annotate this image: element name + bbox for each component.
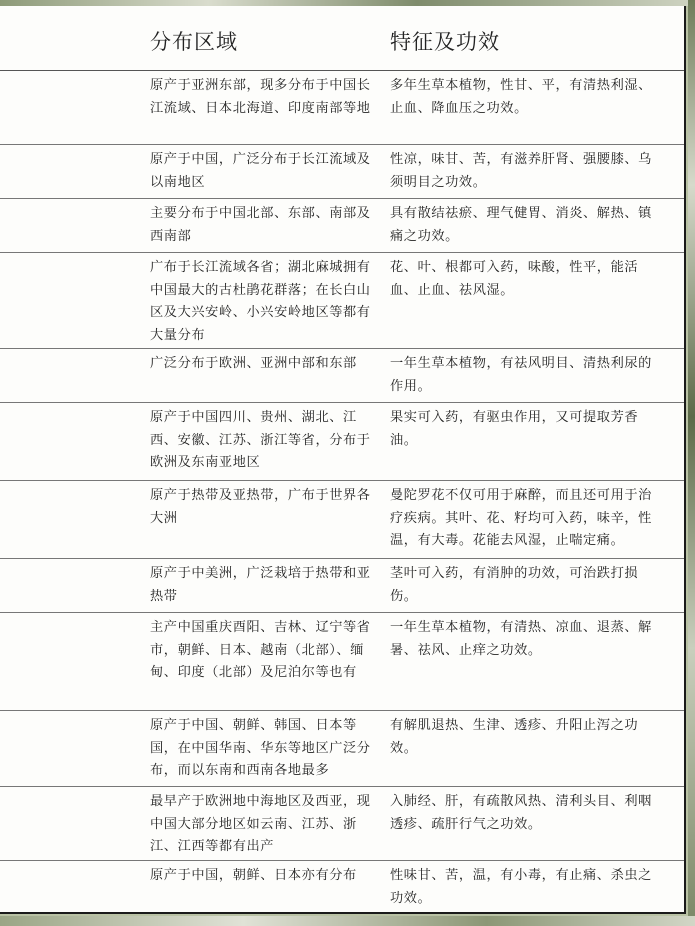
- cell-distribution: 原产于中国，朝鲜、日本亦有分布: [150, 868, 357, 883]
- table-row: [0, 612, 684, 711]
- cell-features: 一年生草本植物，有清热、凉血、退蒸、解暑、祛风、止痒之功效。: [390, 620, 652, 658]
- table-row: [0, 348, 684, 403]
- cell-features: 性味甘、苦，温，有小毒，有止痛、杀虫之功效。: [390, 868, 652, 906]
- cell-features: 果实可入药，有驱虫作用，又可提取芳香油。: [390, 410, 639, 448]
- cell-distribution: 广布于长江流域各省；湖北麻城拥有中国最大的古杜鹃花群落；在长白山区及大兴安岭、小兴安岭地区等都有大量分布: [150, 260, 371, 343]
- cell-features: 多年生草本植物，性甘、平，有清热利湿、止血、降血压之功效。: [390, 78, 652, 116]
- table-row: [0, 558, 684, 613]
- table-row: [0, 786, 684, 861]
- cell-distribution: 原产于热带及亚热带，广布于世界各大洲: [150, 488, 371, 526]
- background-strip-bottom: [0, 916, 695, 926]
- cell-features: 有解肌退热、生津、透疹、升阳止泻之功效。: [390, 718, 639, 756]
- table-row: [0, 144, 684, 199]
- cell-features: 曼陀罗花不仅可用于麻醉，而且还可用于治疗疾病。其叶、花、籽均可入药，味辛，性温，有大毒。花能去风湿，止喘定痛。: [390, 488, 652, 548]
- table-row: [0, 252, 684, 349]
- table-row: [0, 480, 684, 559]
- cell-features: 花、叶、根都可入药，味酸，性平，能活血、止血、祛风湿。: [390, 260, 639, 298]
- cell-distribution: 主要分布于中国北部、东部、南部及西南部: [150, 206, 371, 244]
- table-header: [0, 6, 684, 71]
- table-row: [0, 402, 684, 481]
- header-features: 特征及功效: [390, 30, 500, 54]
- cell-features: 入肺经、肝，有疏散风热、清利头目、利咽透疹、疏肝行气之功效。: [390, 794, 652, 832]
- cell-features: 具有散结祛瘀、理气健胃、消炎、解热、镇痛之功效。: [390, 206, 652, 244]
- cell-features: 性凉，味甘、苦，有滋养肝肾、强腰膝、乌须明目之功效。: [390, 152, 652, 190]
- cell-features: 一年生草本植物，有祛风明目、清热利尿的作用。: [390, 356, 652, 394]
- cell-distribution: 原产于中国，广泛分布于长江流域及以南地区: [150, 152, 371, 190]
- cell-distribution: 原产于中国、朝鲜、韩国、日本等国，在中国华南、华东等地区广泛分布，而以东南和西南各地最多: [150, 718, 371, 778]
- cell-distribution: 最早产于欧洲地中海地区及西亚，现中国大部分地区如云南、江苏、浙江、江西等都有出产: [150, 794, 371, 854]
- table-row: [0, 70, 684, 145]
- table-row: [0, 860, 684, 912]
- table-page: [0, 6, 686, 914]
- header-distribution: 分布区域: [150, 30, 238, 54]
- cell-features: 茎叶可入药，有消肿的功效，可治跌打损伤。: [390, 566, 639, 604]
- cell-distribution: 广泛分布于欧洲、亚洲中部和东部: [150, 356, 357, 371]
- cell-distribution: 原产于亚洲东部，现多分布于中国长江流域、日本北海道、印度南部等地: [150, 78, 371, 116]
- cell-distribution: 原产于中国四川、贵州、湖北、江西、安徽、江苏、浙江等省，分布于欧洲及东南亚地区: [150, 410, 371, 470]
- table-row: [0, 710, 684, 787]
- cell-distribution: 主产中国重庆酉阳、吉林、辽宁等省市，朝鲜、日本、越南（北部）、缅甸、印度（北部）及尼泊尔等也有: [150, 620, 371, 680]
- cell-distribution: 原产于中美洲，广泛栽培于热带和亚热带: [150, 566, 371, 604]
- background-strip-right: [688, 0, 695, 926]
- table-row: [0, 198, 684, 253]
